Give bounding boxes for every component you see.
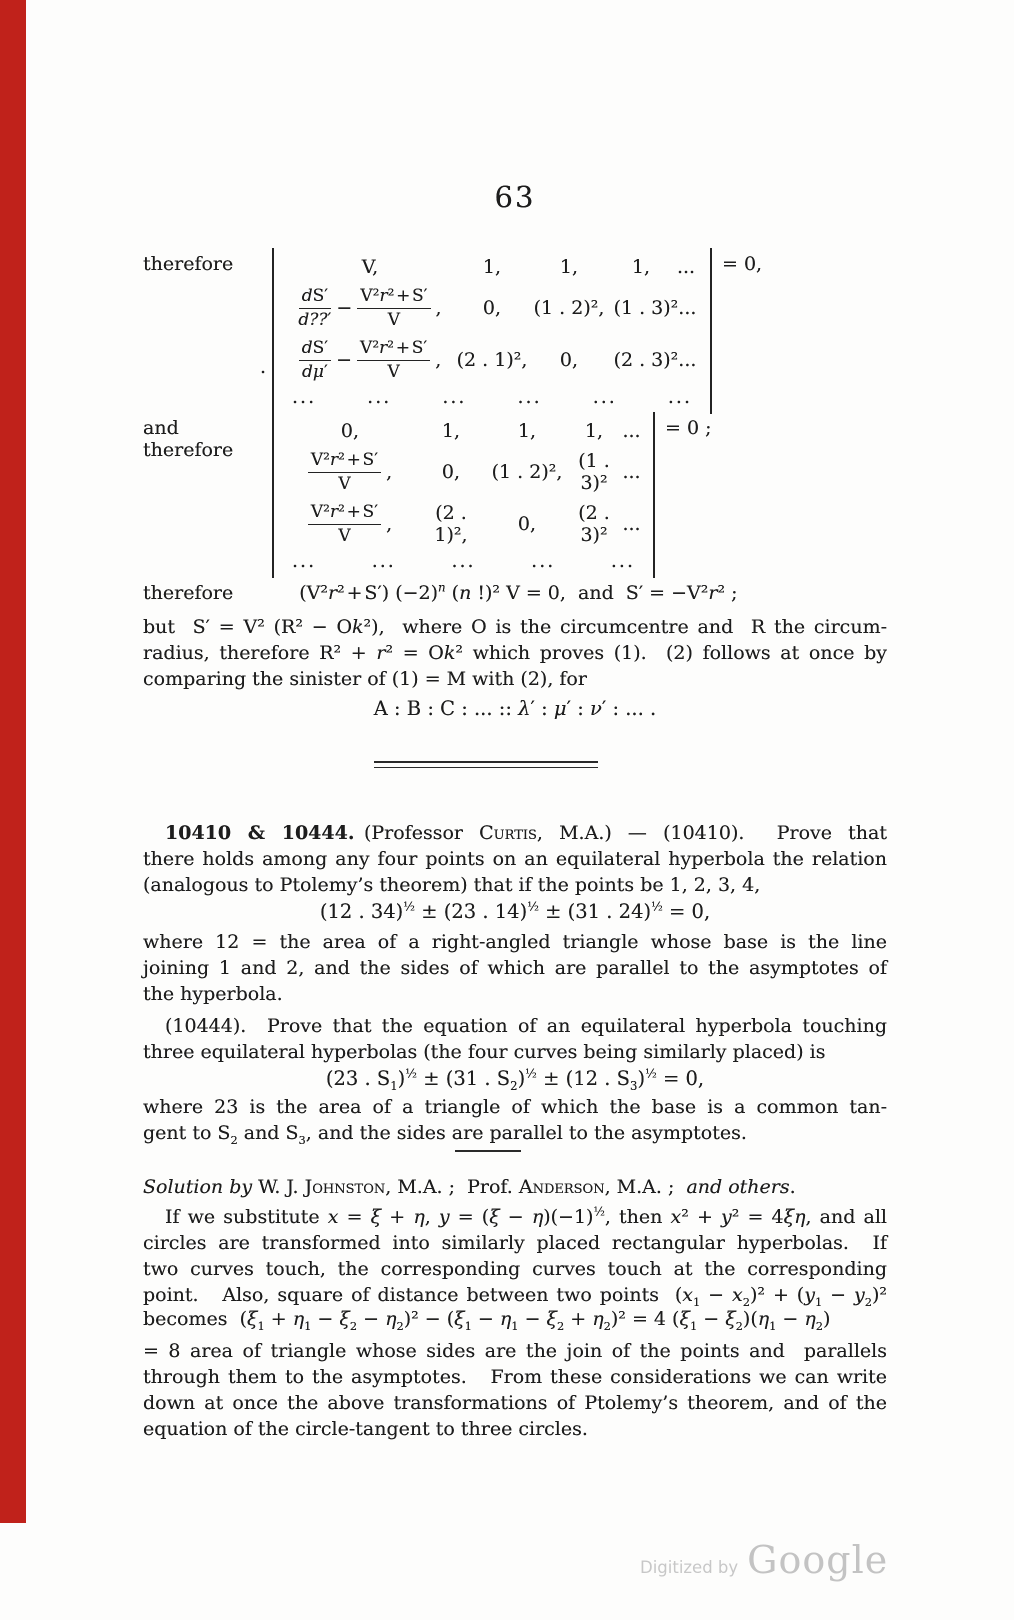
paragraph-line: the hyperbola. <box>143 983 283 1005</box>
paragraph-line: circles are transformed into similarly placed rectangular hyperbolas. If <box>143 1232 887 1254</box>
problem-10444-paragraph <box>143 1013 887 1065</box>
closing-paragraph <box>143 1338 887 1442</box>
paragraph-line: If we substitute x = ξ + η, $y = (\xi - \eta)(-1)^{\frac{1}{2}}$, then x² + y² = 4ξη, and all <box>165 1204 887 1228</box>
book-binding-strip <box>0 0 26 1523</box>
det2-matrix <box>272 412 655 578</box>
section-divider-double <box>374 761 598 768</box>
but-paragraph <box>143 614 887 692</box>
paragraph-line: through them to the asymptotes. From these considerations we can write <box>143 1366 887 1388</box>
matrix-row: $\frac{\text{V²r² + S′}}{V}$ , 0, (1 . 2)², (1 . 3)² ... <box>284 446 643 498</box>
ratio-line: A : B : C : ... :: λ′ : μ′ : ν′ : ... . <box>373 697 657 720</box>
digitized-by-label: Digitized by <box>640 1558 739 1577</box>
google-watermark <box>640 1538 888 1582</box>
matrix-row: $\frac{\text{V²r² + S′}}{V}$ , (2 . 1)², 0, (2 . 3)² ... <box>284 498 643 550</box>
product-dot: . <box>260 356 267 378</box>
fraction: $\frac{\text{V²r² + S′}}{V}$ <box>308 450 381 493</box>
section-divider-short <box>455 1150 521 1152</box>
where-23-paragraph <box>143 1094 887 1146</box>
equation-1: (12 . 34)$^{\frac{1}{2}}$ ± (23 . 14)$^{\frac{1}{2}}$ ± (31 . 24)$^{\frac{1}{2}}$ = 0, <box>319 899 711 923</box>
paragraph-line: down at once the above transformations of Ptolemy’s theorem, and of the <box>143 1392 887 1414</box>
paragraph-line: where 12 = the area of a right-angled triangle whose base is the line <box>143 931 887 953</box>
therefore-formula: (V²r² + S′) $(-2)^n$ (n !)² V = 0, and S′ = −V²r² ; <box>299 580 738 604</box>
determinant-block-1 <box>143 248 762 414</box>
matrix-ellipsis-row: ... ... ... ... ... ... <box>292 386 692 408</box>
det2-equals: = 0 ; <box>665 417 712 439</box>
becomes-line: becomes $(\xi_1 + \eta_1 - \xi_2 - \eta_2)^2 - (\xi_1 - \eta_1 - \xi_2 + \eta_2)^2 = 4$ $(\xi_1 - \xi_2)(\eta_1 - \eta_2)$ <box>143 1308 831 1333</box>
paragraph-line: there holds among any four points on an equilateral hyperbola the relation <box>143 848 887 870</box>
where-12-paragraph <box>143 929 887 1007</box>
paragraph-line: equation of the circle-tangent to three circles. <box>143 1418 588 1440</box>
fraction: $\frac{\text{V²r² + S′}}{V}$ <box>308 502 381 545</box>
matrix-row: $\frac{dS'}{d\mu'}$ − $\frac{\text{V²r² + S′}}{V}$ , (2 . 1)², 0, (2 . 3)²... <box>284 334 700 386</box>
paragraph-line: point. Also, square of distance between two points $(x_1 - x_2)^2 + (y_1 - y_2)^2$ <box>143 1284 888 1309</box>
paragraph-line: two curves touch, the corresponding curves touch at the corresponding <box>143 1258 887 1280</box>
problem-heading-paragraph <box>143 820 887 898</box>
paragraph-line: (analogous to Ptolemy’s theorem) that if the points be 1, 2, 3, 4, <box>143 874 761 896</box>
matrix-row: V, 1, 1, 1, ... <box>361 256 696 278</box>
paragraph-line: but S′ = V² (R² − Ok²), where O is the circumcentre and R the circum- <box>143 616 888 638</box>
google-logo: Google <box>747 1538 889 1582</box>
det2-label: and therefore <box>143 417 234 461</box>
therefore-line <box>143 580 887 606</box>
solution-paragraph <box>143 1204 887 1308</box>
matrix-row: 0, 1, 1, 1, ... <box>340 420 641 442</box>
page-number: 63 <box>494 180 536 214</box>
fraction: $\frac{\text{V²r² + S′}}{V}$ <box>357 338 430 381</box>
det1-equals: = 0, <box>722 253 763 275</box>
equation-2: (23 . $S_1)^{\frac{1}{2}} \pm (31$ . $S_2)^{\frac{1}{2}} \pm (12$ . $S_3)^{\frac{1}{2}} = 0$, <box>325 1066 705 1093</box>
fraction: $\frac{dS'}{d??'}$ <box>298 286 332 330</box>
matrix-ellipsis-row: ... ... ... ... ... <box>292 550 635 572</box>
det1-label: therefore <box>143 253 234 275</box>
matrix-row: $\frac{dS'}{d??'}$ − $\frac{\text{V²r² + S′}}{V}$ , 0, (1 . 2)², (1 . 3)²... <box>298 286 697 330</box>
paragraph-line: three equilateral hyperbolas (the four curves being similarly placed) is <box>143 1041 826 1063</box>
fraction: $\frac{dS'}{d\mu'}$ <box>299 338 331 381</box>
det1-matrix <box>272 248 712 414</box>
paragraph-line: where 23 is the area of a triangle of which the base is a common tan- <box>143 1096 887 1118</box>
paragraph-line: comparing the sinister of (1) = M with (2), for <box>143 668 587 690</box>
paragraph-line: (10444). Prove that the equation of an equilateral hyperbola touching <box>165 1015 887 1037</box>
solution-byline: Solution by W. J. Johnston, M.A. ; Prof. Anderson, M.A. ; and others. <box>143 1176 796 1198</box>
paragraph-line: gent to $S_2$ and $S_3$, and the sides are parallel to the asymptotes. <box>143 1122 747 1147</box>
paragraph-line: = 8 area of triangle whose sides are the join of the points and parallels <box>143 1340 887 1362</box>
determinant-block-2 <box>143 412 712 578</box>
therefore-label: therefore <box>143 582 234 604</box>
paragraph-line: radius, therefore R² + r² = Ok² which proves (1). (2) follows at once by <box>143 642 887 664</box>
fraction: $\frac{\text{V²r² + S′}}{V}$ <box>357 286 430 329</box>
paragraph-line: joining 1 and 2, and the sides of which are parallel to the asymptotes of <box>143 957 887 979</box>
paragraph-line: 10410 & 10444. (Professor Curtis, M.A.) — (10410). Prove that <box>165 822 887 844</box>
